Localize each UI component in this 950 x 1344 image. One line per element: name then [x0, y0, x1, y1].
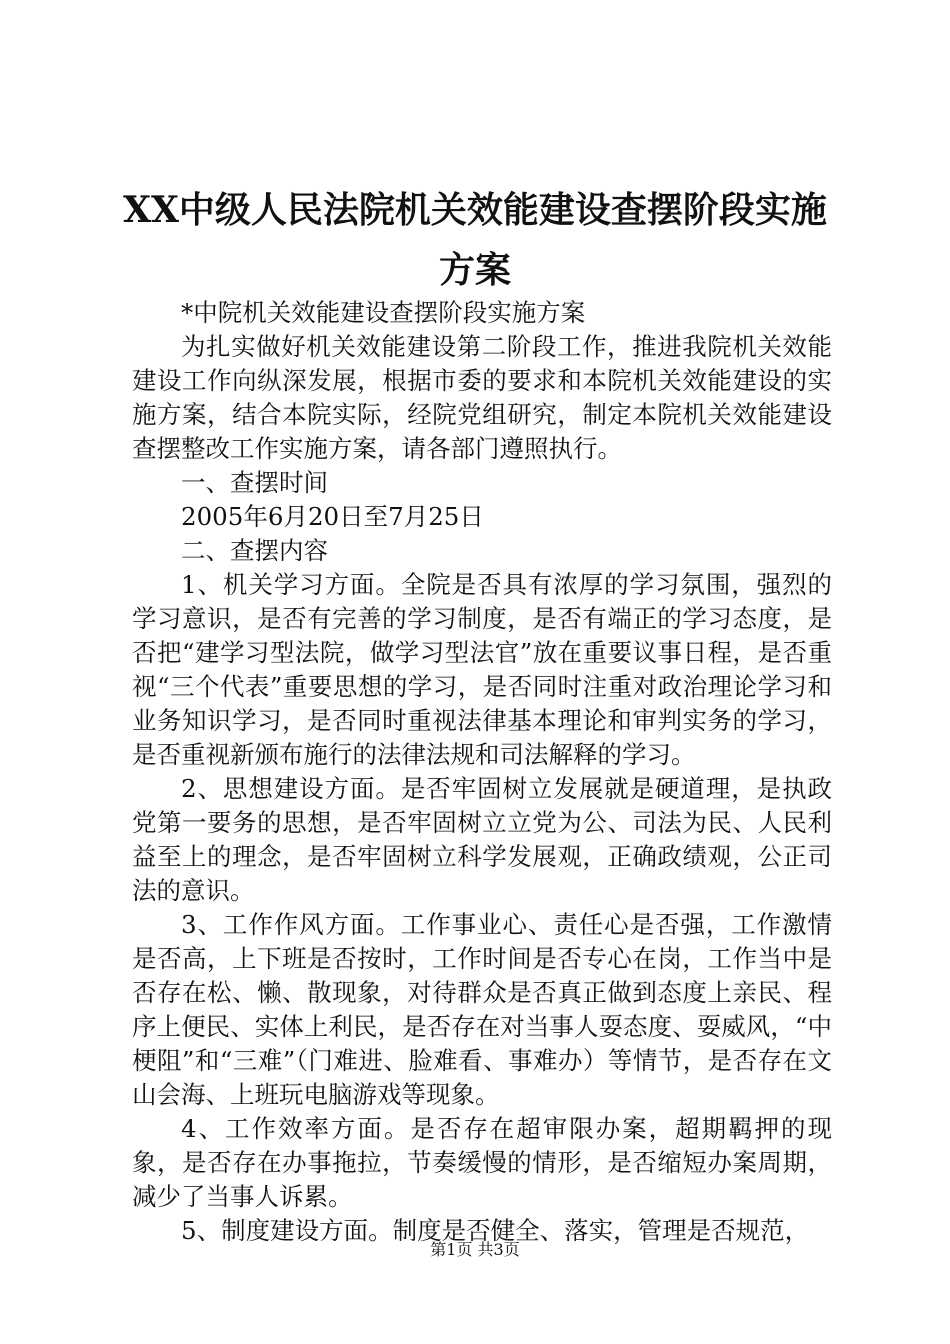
- heading-section-2: 二、查摆内容: [181, 536, 328, 565]
- heading-section-1: 一、查摆时间: [181, 468, 328, 497]
- paragraph-date-range: 2005年6月20日至7月25日: [181, 502, 484, 531]
- paragraph-item-4: 4、工作效率方面。是否存在超审限办案，超期羁押的现象，是否存在办事拖拉，节奏缓慢的情形，是否缩短办案周期，减少了当事人诉累。: [132, 1114, 832, 1211]
- document-title-line1: XX中级人民法院机关效能建设查摆阶段实施: [123, 189, 827, 231]
- paragraph-item-5: 5、制度建设方面。制度是否健全、落实，管理是否规范，: [181, 1216, 810, 1245]
- paragraph-subtitle: *中院机关效能建设查摆阶段实施方案: [181, 298, 586, 327]
- document-body: [132, 296, 832, 1248]
- paragraph-intro: 为扎实做好机关效能建设第二阶段工作，推进我院机关效能建设工作向纵深发展，根据市委的要求和本院机关效能建设的实施方案，结合本院实际，经院党组研究，制定本院机关效能建设查摆整改工作实施方案，请各部门遵照执行。: [132, 332, 832, 463]
- document-title-line2: 方案: [438, 249, 511, 291]
- page-footer: 第1页 共3页: [430, 1240, 520, 1259]
- paragraph-item-1: 1、机关学习方面。全院是否具有浓厚的学习氛围，强烈的学习意识，是否有完善的学习制度，是否有端正的学习态度，是否把“建学习型法院，做学习型法官”放在重要议事日程，是否重视“三个代表”重要思想的学习，是否同时注重对政治理论学习和业务知识学习，是否同时重视法律基本理论和审判实务的学习，是否重视新颁布施行的法律法规和司法解释的学习。: [132, 570, 832, 769]
- paragraph-item-2: 2、思想建设方面。是否牢固树立发展就是硬道理，是执政党第一要务的思想，是否牢固树立立党为公、司法为民、人民利益至上的理念，是否牢固树立科学发展观，正确政绩观，公正司法的意识。: [132, 774, 832, 905]
- paragraph-item-3: 3、工作作风方面。工作事业心、责任心是否强，工作激情是否高，上下班是否按时，工作时间是否专心在岗，工作当中是否存在松、懒、散现象，对待群众是否真正做到态度上亲民、程序上便民、实体上利民，是否存在对当事人耍态度、耍威风，“中梗阻”和“三难”（门难进、脸难看、事难办）等情节，是否存在文山会海、上班玩电脑游戏等现象。: [132, 910, 832, 1109]
